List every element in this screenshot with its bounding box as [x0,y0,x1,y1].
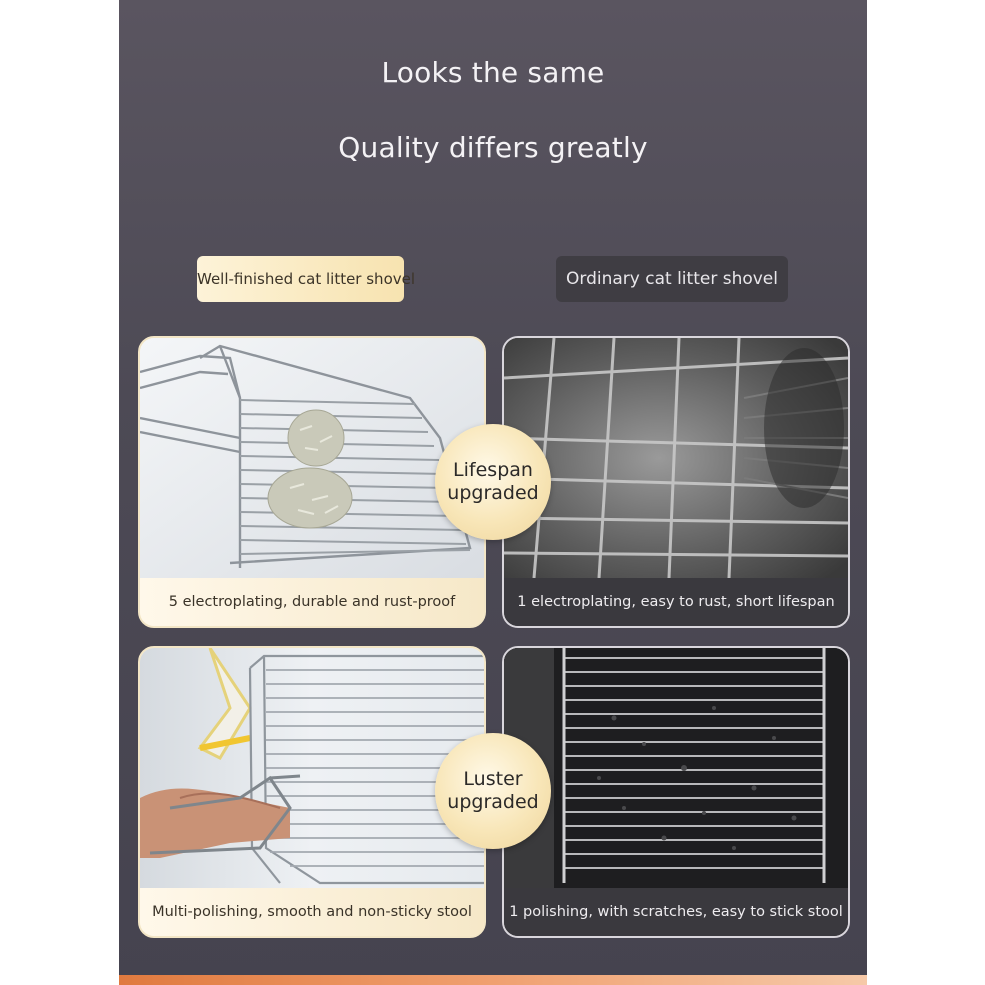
tag-ordinary: Ordinary cat litter shovel [556,256,788,302]
shovel-photo-good-luster [140,648,484,888]
badge-lifespan-line2: upgraded [447,482,539,504]
headline-secondary: Quality differs greatly [338,131,648,164]
product-comparison-panel [119,0,867,985]
shovel-photo-bad-lifespan [504,338,848,578]
badge-luster-upgraded [435,733,551,849]
caption-good-lifespan: 5 electroplating, durable and rust-proof [140,578,484,626]
card-good-luster [138,646,486,938]
caption-bad-luster: 1 polishing, with scratches, easy to stick stool [504,888,848,936]
headline-primary: Looks the same [381,56,605,89]
badge-lifespan-line1: Lifespan [453,459,533,481]
shovel-photo-bad-luster [504,648,848,888]
shovel-photo-good-lifespan [140,338,484,578]
caption-good-luster: Multi-polishing, smooth and non-sticky stool [140,888,484,936]
caption-bad-lifespan: 1 electroplating, easy to rust, short lifespan [504,578,848,626]
card-good-lifespan [138,336,486,628]
card-bad-lifespan [502,336,850,628]
card-bad-luster [502,646,850,938]
bottom-accent-strip [119,975,867,985]
badge-luster-line1: Luster [463,768,523,790]
badge-lifespan-upgraded [435,424,551,540]
tag-well-finished: Well-finished cat litter shovel [197,256,404,302]
badge-luster-line2: upgraded [447,791,539,813]
